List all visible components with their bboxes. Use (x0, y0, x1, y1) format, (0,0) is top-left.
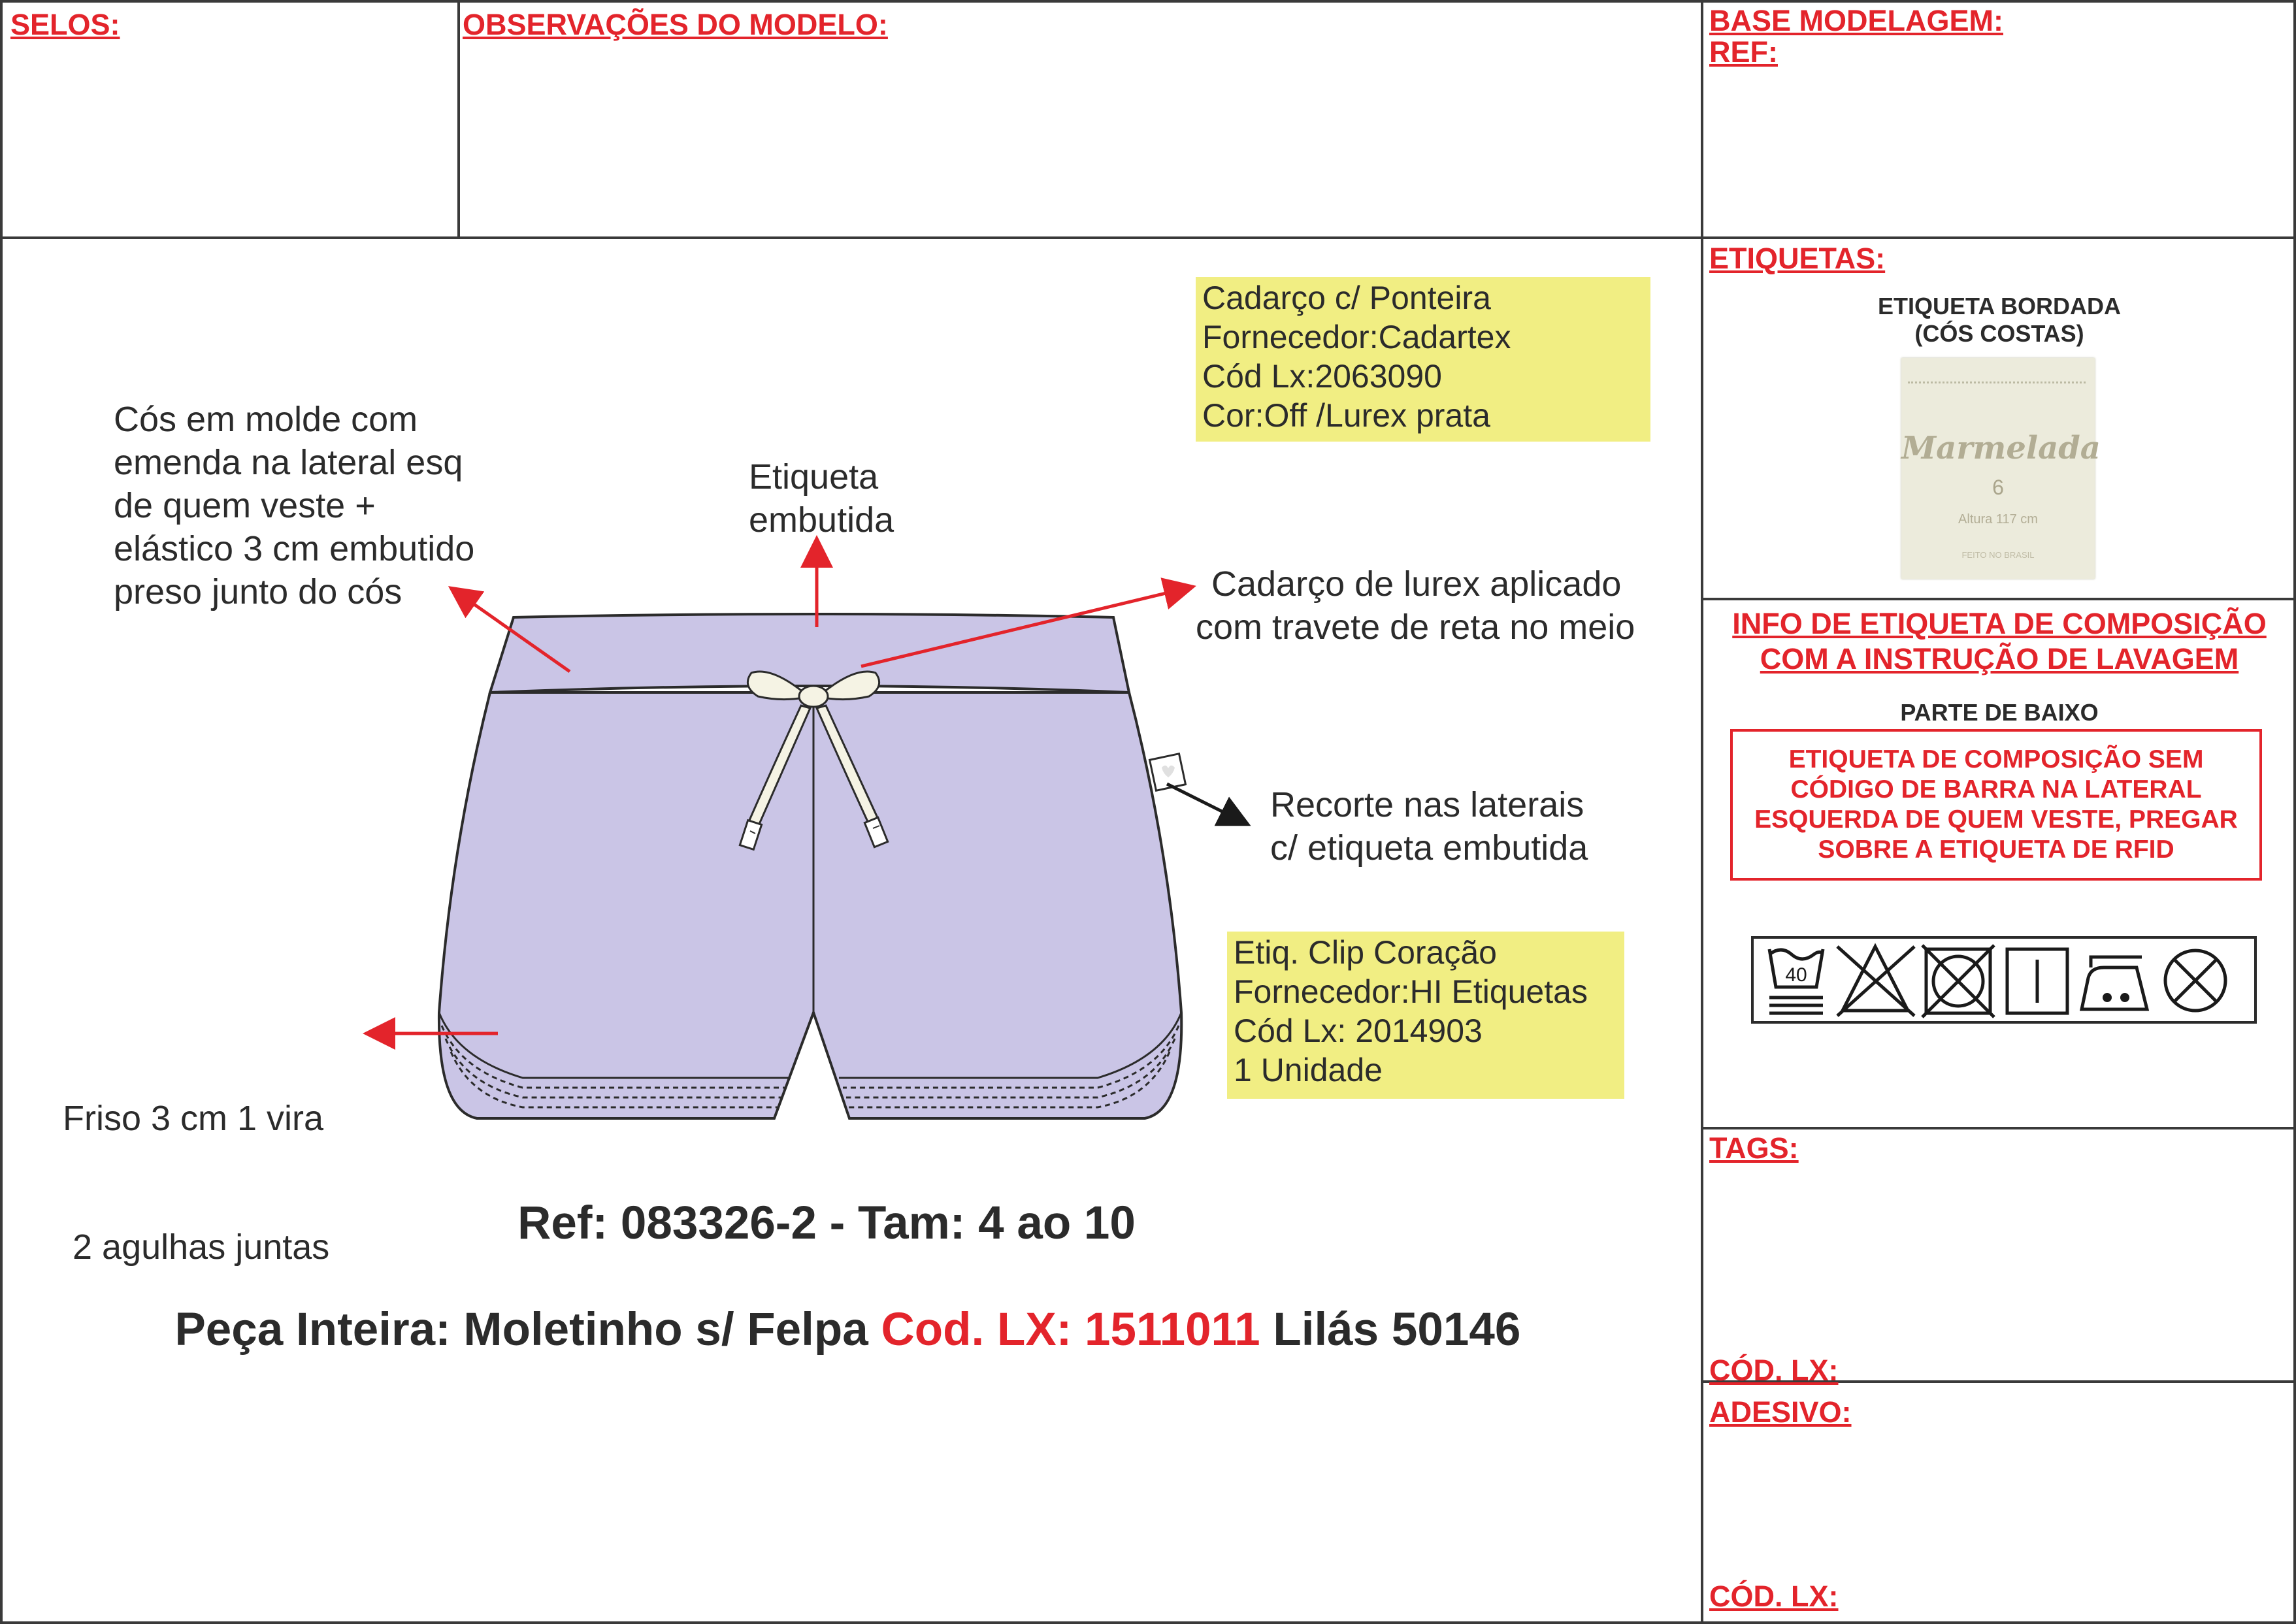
ref-label: REF: (1709, 35, 1778, 69)
info-composicao-title (1704, 606, 2295, 677)
piece-cod-lx: Cod. LX: 1511011 (881, 1304, 1260, 1356)
cos-note-line2: emenda na lateral esq (114, 442, 463, 482)
cadarco-box-line3: Cód Lx:2063090 (1202, 358, 1442, 395)
cod-lx-label-1: CÓD. LX: (1709, 1354, 1839, 1387)
warning-line4: SOBRE A ETIQUETA DE RFID (1818, 836, 2174, 864)
etiqueta-bordada-caption (1803, 293, 2195, 348)
cadarco-info-box (1196, 277, 1650, 442)
etiqueta-bordada-line2: (CÓS COSTAS) (1914, 320, 2084, 347)
adesivo-label: ADESIVO: (1709, 1395, 1852, 1429)
etiqueta-embutida-note (749, 456, 894, 542)
brand-label-height: Altura 117 cm (1958, 512, 2038, 527)
cos-note-line5: preso junto do cós (114, 572, 402, 611)
warning-line1: ETIQUETA DE COMPOSIÇÃO SEM (1788, 745, 2204, 773)
cadarco-lurex-note (1196, 563, 1635, 649)
cadarco-box-line2: Fornecedor:Cadartex (1202, 319, 1511, 355)
info-composicao-line2: COM A INSTRUÇÃO DE LAVAGEM (1760, 642, 2239, 675)
cos-note-line3: de quem veste + (114, 485, 376, 525)
no-tumble-dry-icon (1922, 945, 1994, 1017)
etiqueta-bordada-line1: ETIQUETA BORDADA (1878, 293, 2121, 319)
iron-dot-1 (2103, 993, 2112, 1002)
care-symbols-strip (1751, 936, 2257, 1024)
cadarco-box-line4: Cor:Off /Lurex prata (1202, 397, 1490, 434)
clip-box-line3: Cód Lx: 2014903 (1234, 1013, 1483, 1049)
info-composicao-line1: INFO DE ETIQUETA DE COMPOSIÇÃO (1732, 607, 2267, 640)
observacoes-label: OBSERVAÇÕES DO MODELO: (463, 8, 888, 41)
composicao-warning-box (1730, 729, 2262, 881)
cadarco-box-line1: Cadarço c/ Ponteira (1202, 280, 1491, 316)
clip-box-line4: 1 Unidade (1234, 1052, 1383, 1088)
piece-suffix: Lilás 50146 (1260, 1304, 1521, 1356)
brand-label (1901, 358, 2101, 579)
cos-note (114, 398, 474, 613)
brand-label-brand: Marmelada (1901, 430, 2101, 466)
etiquetas-label: ETIQUETAS: (1709, 242, 1886, 275)
cos-note-line1: Cós em molde com (114, 400, 418, 439)
etiqueta-embutida-line2: embutida (749, 500, 894, 540)
friso-line1: Friso 3 cm 1 vira (63, 1098, 324, 1138)
brand-label-made-in: FEITO NO BRASIL (1961, 550, 2035, 560)
shorts-body (439, 692, 1181, 1118)
etiqueta-embutida-line1: Etiqueta (749, 457, 879, 496)
cod-lx-label-2: CÓD. LX: (1709, 1580, 1839, 1613)
recorte-arrow (1167, 784, 1248, 824)
brand-label-size: 6 (1992, 476, 2004, 499)
selos-label: SELOS: (10, 8, 120, 41)
clip-box-line2: Fornecedor:HI Etiquetas (1234, 973, 1588, 1010)
iron-dot-2 (2120, 993, 2129, 1002)
warning-line3: ESQUERDA DE QUEM VESTE, PREGAR (1754, 805, 2238, 834)
clip-box-line1: Etiq. Clip Coração (1234, 934, 1497, 971)
recorte-line2: c/ etiqueta embutida (1270, 828, 1588, 868)
piece-prefix: Peça Inteira: Moletinho s/ Felpa (174, 1304, 881, 1356)
cadarco-lurex-line2: com travete de reta no meio (1196, 607, 1635, 647)
warning-line2: CÓDIGO DE BARRA NA LATERAL (1790, 775, 2202, 804)
parte-de-baixo-caption: PARTE DE BAIXO (1900, 699, 2099, 726)
clip-info-box (1227, 932, 1624, 1099)
friso-line2: 2 agulhas juntas (63, 1227, 330, 1267)
ref-size-line: Ref: 083326-2 - Tam: 4 ao 10 (517, 1197, 1136, 1249)
cos-note-line4: elástico 3 cm embutido (114, 528, 475, 568)
piece-fabric-line (149, 1250, 1520, 1356)
wash-temp-text: 40 (1785, 964, 1807, 986)
cadarco-lurex-line1: Cadarço de lurex aplicado (1211, 564, 1622, 604)
recorte-line1: Recorte nas laterais (1270, 785, 1584, 824)
recorte-note (1270, 784, 1588, 870)
base-modelagem-label: BASE MODELAGEM: (1709, 4, 2003, 37)
tags-label: TAGS: (1709, 1131, 1799, 1165)
